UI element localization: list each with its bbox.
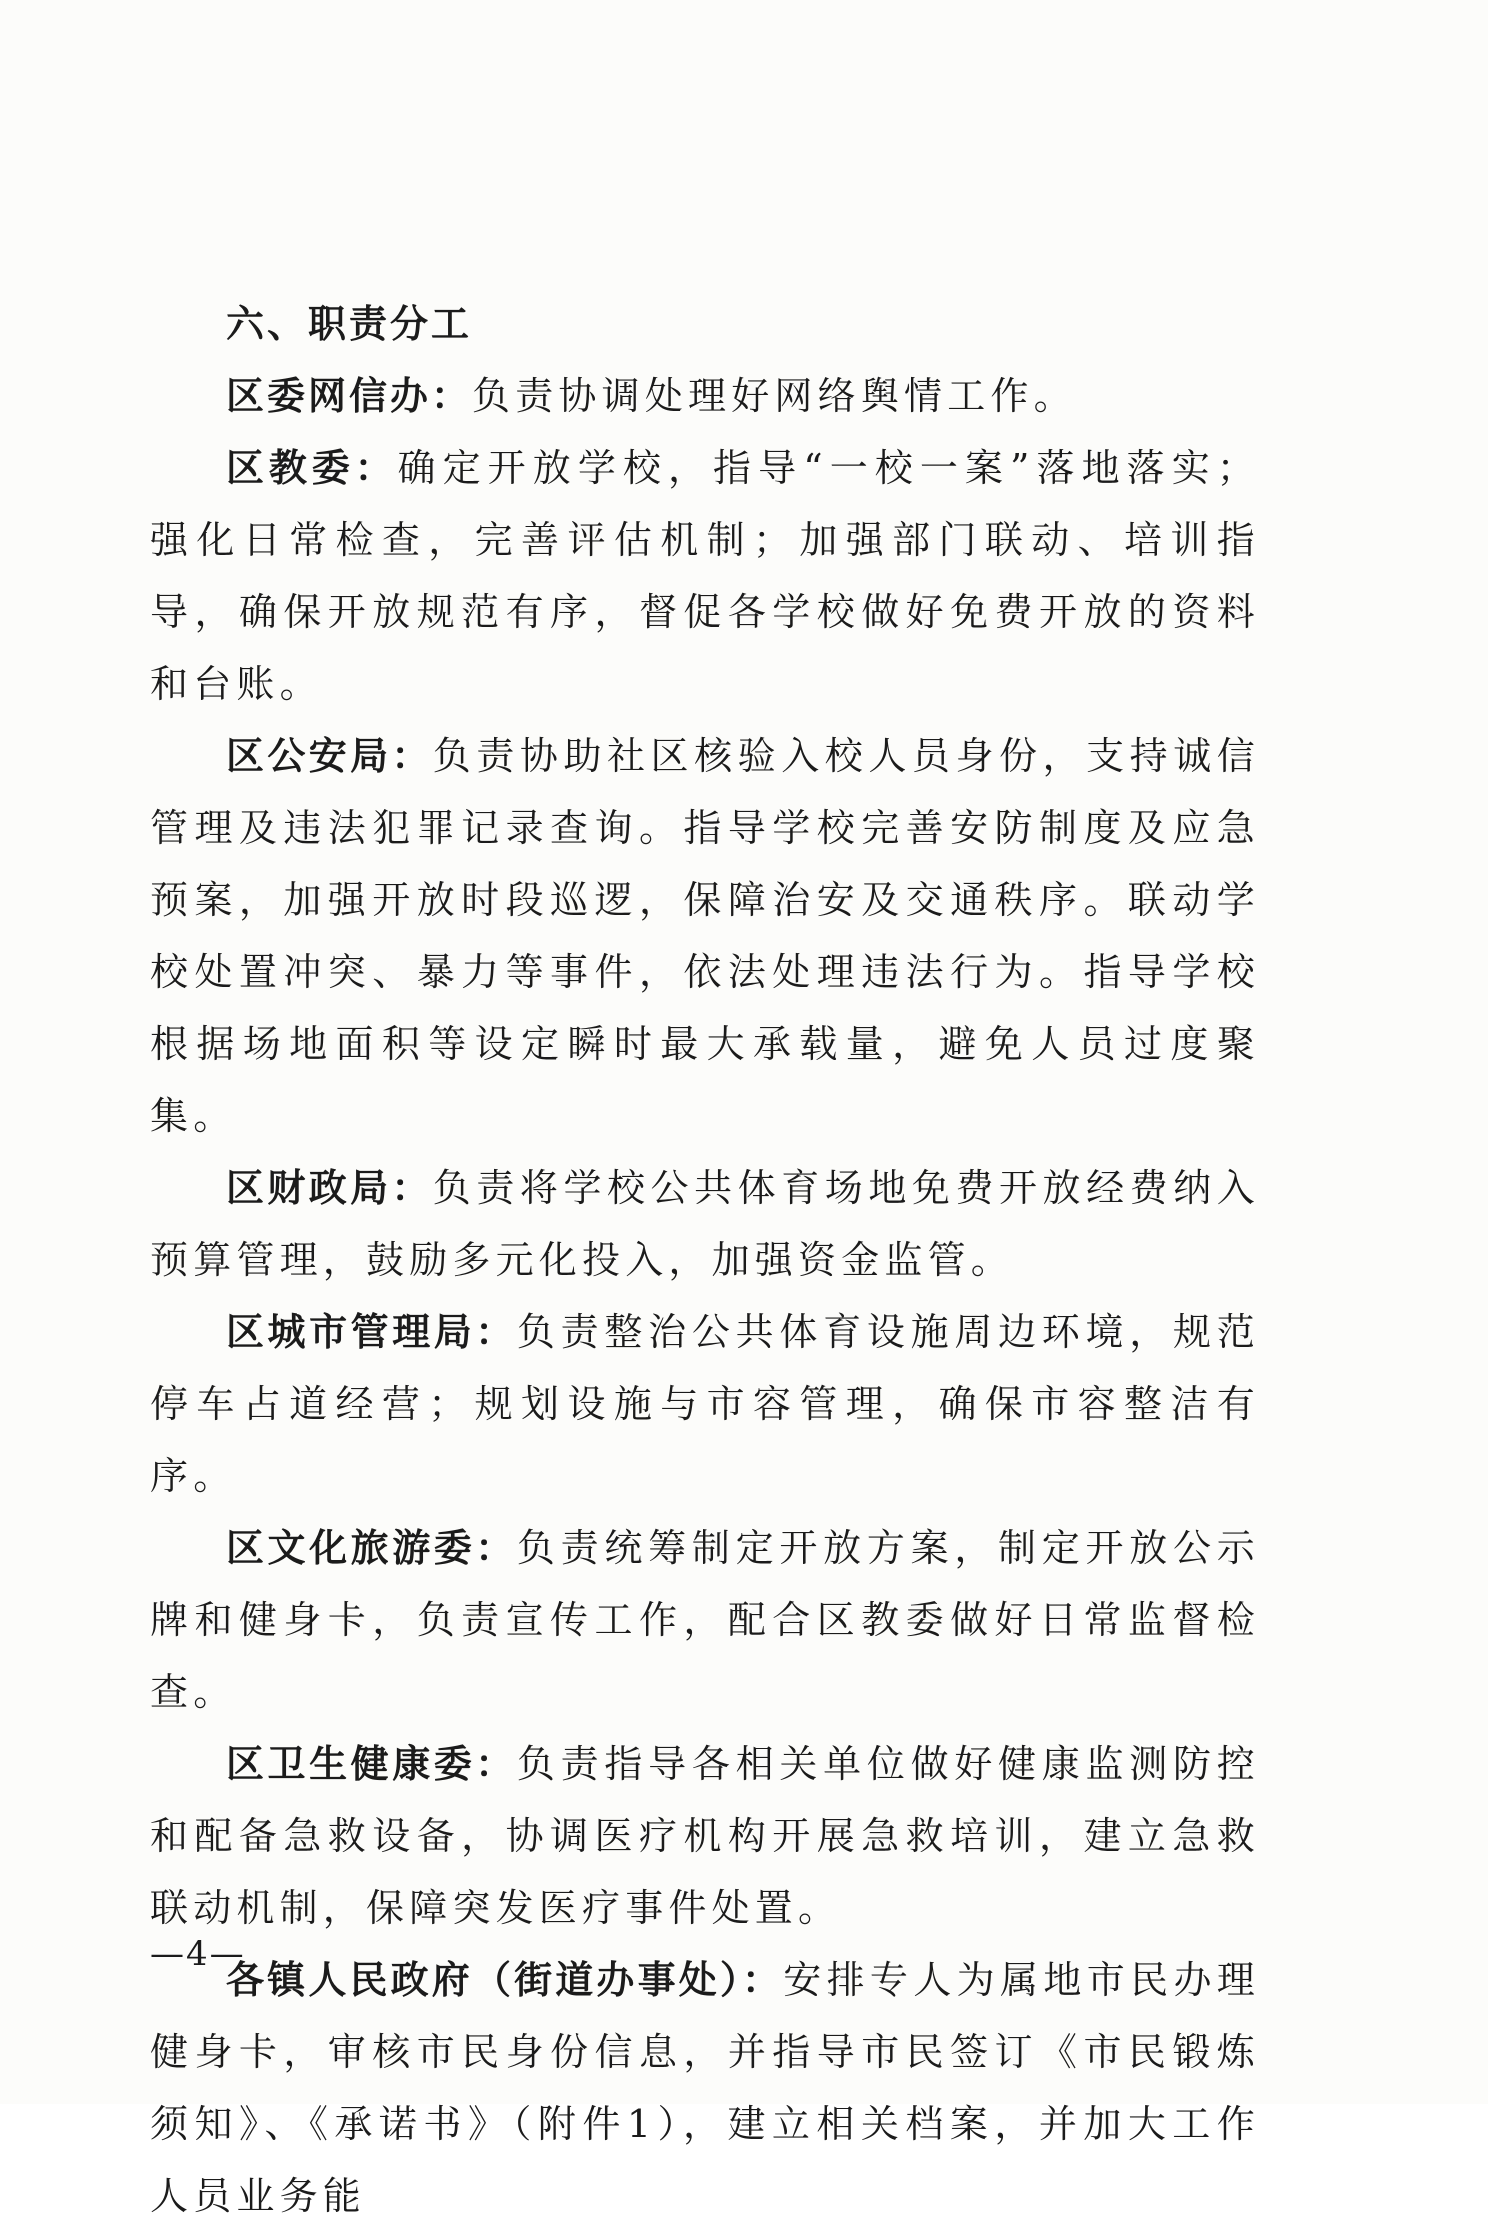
paragraph-body: 确定开放学校，指导“一校一案”落地落实；强化日常检查，完善评估机制；加强部门联动、培训指导，确保开放规范有序，督促各学校做好免费开放的资料和台账。 xyxy=(150,446,1260,706)
paragraph-body: 负责整治公共体育设施周边环境，规范停车占道经营；规划设施与市容管理，确保市容整洁有序。 xyxy=(150,1310,1260,1498)
paragraph-body: 负责指导各相关单位做好健康监测防控和配备急救设备，协调医疗机构开展急救培训，建立急救联动机制，保障突发医疗事件处置。 xyxy=(150,1742,1260,1930)
paragraph-education-commission xyxy=(150,432,1260,720)
paragraph-lead: 各镇人民政府（街道办事处）： xyxy=(226,1958,784,2002)
document-body xyxy=(150,288,1260,2232)
paragraph-lead: 区公安局： xyxy=(226,734,433,778)
paragraph-body: 负责协调处理好网络舆情工作。 xyxy=(472,374,1077,418)
paragraph-lead: 区城市管理局： xyxy=(226,1310,517,1354)
paragraph-lead: 区文化旅游委： xyxy=(226,1526,517,1570)
section-heading: 六、职责分工 xyxy=(226,302,473,346)
paragraph-lead: 区卫生健康委： xyxy=(226,1742,517,1786)
paragraph-body: 负责统筹制定开放方案，制定开放公示牌和健身卡，负责宣传工作，配合区教委做好日常监督检查。 xyxy=(150,1526,1260,1714)
paragraph-urban-management xyxy=(150,1296,1260,1512)
page-number: —4— xyxy=(150,1934,246,1974)
paragraph-cyberspace-office xyxy=(150,360,1260,432)
paragraph-body: 负责协助社区核验入校人员身份，支持诚信管理及违法犯罪记录查询。指导学校完善安防制度及应急预案，加强开放时段巡逻，保障治安及交通秩序。联动学校处置冲突、暴力等事件，依法处理违法行为。指导学校根据场地面积等设定瞬时最大承载量，避免人员过度聚集。 xyxy=(150,734,1260,1138)
paragraph-culture-tourism xyxy=(150,1512,1260,1728)
paragraph-public-security xyxy=(150,720,1260,1152)
paragraph-lead: 区财政局： xyxy=(226,1166,433,1210)
paragraph-lead: 区教委： xyxy=(226,446,398,490)
paragraph-body: 负责将学校公共体育场地免费开放经费纳入预算管理，鼓励多元化投入，加强资金监管。 xyxy=(150,1166,1260,1282)
paragraph-town-governments xyxy=(150,1944,1260,2232)
paragraph-finance-bureau xyxy=(150,1152,1260,1296)
paragraph-health-commission xyxy=(150,1728,1260,1944)
paragraph-body: 安排专人为属地市民办理健身卡，审核市民身份信息，并指导市民签订《市民锻炼须知》、《承诺书》（附件1），建立相关档案，并加大工作人员业务能 xyxy=(150,1958,1260,2218)
paragraph-lead: 区委网信办： xyxy=(226,374,473,418)
